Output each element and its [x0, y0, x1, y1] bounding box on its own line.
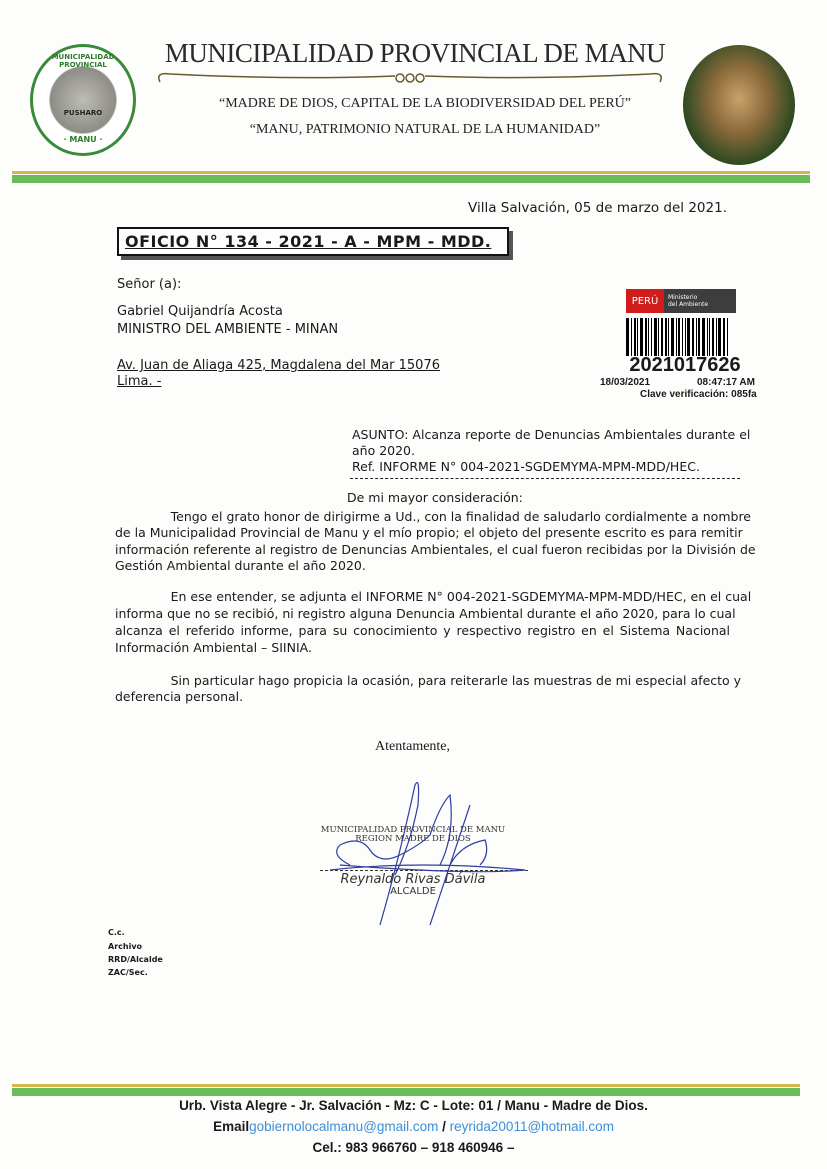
p2-line: En ese entender, se adjunta el INFORME N° 004-2021-SGDEMYMA-MPM-MDD/HEC, en el cual — [115, 589, 752, 604]
barcode-bar — [709, 318, 710, 356]
barcode-bar — [661, 318, 663, 356]
header-motto-2: “MANU, PATRIMONIO NATURAL DE LA HUMANIDAD” — [249, 122, 601, 137]
stamp-time: 08:47:17 AM — [697, 377, 755, 388]
cc-line: ZAC/Sec. — [108, 968, 148, 977]
barcode-bar — [712, 318, 714, 356]
footer-email — [0, 1119, 827, 1134]
barcode-bar — [692, 318, 694, 356]
barcode-bar — [685, 318, 686, 356]
p1-line: Tengo el grato honor de dirigirme a Ud., con la finalidad de saludarlo cordialmente a nombre — [115, 509, 751, 524]
header-title: MUNICIPALIDAD PROVINCIAL DE MANU — [164, 38, 666, 68]
ministry-stamp-header — [626, 289, 736, 313]
barcode-bar — [671, 318, 674, 356]
ornament-divider — [150, 68, 670, 90]
barcode-bar — [651, 318, 652, 356]
recipient-name: Gabriel Quijandría Acosta — [117, 304, 283, 319]
subject-label: ASUNTO: — [352, 427, 409, 442]
signature-org-2: REGION MADRE DE DIOS — [355, 834, 471, 844]
barcode-bar — [665, 318, 667, 356]
jaguar-photo — [683, 45, 795, 165]
signature-org-1: MUNICIPALIDAD PROVINCIAL DE MANU — [320, 825, 506, 835]
header-gold-rule — [12, 171, 810, 174]
email-link-2[interactable]: reyrida20011@hotmail.com — [449, 1119, 614, 1134]
barcode-bar — [702, 318, 705, 356]
p1-line: información referente al registro de Denuncias Ambientales, el cual fueron recibidas por la División de — [115, 542, 756, 557]
barcode-bar — [698, 318, 700, 356]
cc-line: RRD/Alcalde — [108, 955, 163, 964]
oficio-number: OFICIO N° 134 - 2021 - A - MPM - MDD. — [117, 227, 509, 256]
barcode-bar — [654, 318, 657, 356]
logo-text-mid: PUSHARO — [63, 109, 103, 117]
closing: Atentamente, — [375, 739, 451, 754]
ministry-label — [664, 289, 736, 313]
barcode-bar — [676, 318, 677, 356]
footer-green-rule — [12, 1088, 800, 1096]
barcode-bar — [626, 318, 629, 356]
barcode-bar — [645, 318, 647, 356]
footer-gold-rule — [12, 1084, 800, 1087]
email-link-1[interactable]: gobiernolocalmanu@gmail.com — [249, 1119, 439, 1134]
barcode-bar — [640, 318, 643, 356]
p3-line: Sin particular hago propicia la ocasión, para reiterarle las muestras de mi especial afecto y — [115, 673, 742, 688]
barcode-bar — [678, 318, 680, 356]
barcode-bar — [716, 318, 717, 356]
salutation: Señor (a): — [117, 277, 182, 292]
p1-line: de la Municipalidad Provincial de Manu y el mío propio; el objeto del presente escrito es para remitir — [115, 525, 743, 540]
reference: Ref. INFORME N° 004-2021-SGDEMYMA-MPM-MDD/HEC. — [352, 459, 700, 474]
handwritten-signature — [320, 775, 530, 935]
logo-text-bottom: · MANU · — [63, 135, 103, 144]
p2-line: Información Ambiental – SIINIA. — [115, 640, 312, 655]
barcode-bar — [687, 318, 690, 356]
subject-text: Alcanza reporte de Denuncias Ambientales durante el — [408, 427, 751, 442]
ministry-line-2: del Ambiente — [668, 301, 709, 308]
recipient-title: MINISTRO DEL AMBIENTE - MINAN — [117, 322, 339, 337]
footer-address: Urb. Vista Alegre - Jr. Salvación - Mz: C - Lote: 01 / Manu - Madre de Dios. — [179, 1098, 648, 1113]
barcode-bar — [682, 318, 683, 356]
peru-label: PERÚ — [626, 289, 664, 313]
p3-line: deferencia personal. — [115, 689, 244, 704]
header-motto-1: “MADRE DE DIOS, CAPITAL DE LA BIODIVERSIDAD DEL PERÚ” — [219, 96, 631, 111]
stamp-date: 18/03/2021 — [600, 377, 651, 388]
barcode — [626, 318, 736, 356]
barcode-bar — [648, 318, 649, 356]
barcode-bar — [696, 318, 697, 356]
email-label: Email — [213, 1119, 250, 1134]
logo-text-top: MUNICIPALIDAD PROVINCIAL — [51, 53, 115, 69]
signer-role: ALCALDE — [390, 886, 436, 897]
greeting: De mi mayor consideración: — [347, 490, 523, 505]
municipal-seal-logo — [30, 44, 136, 156]
verification-code: Clave verificación: 085fa — [640, 389, 757, 400]
subject-line-2: año 2020. — [352, 443, 415, 458]
header-green-rule — [12, 175, 810, 183]
barcode-bar — [658, 318, 659, 356]
email-separator: / — [438, 1119, 450, 1134]
barcode-bar — [668, 318, 669, 356]
barcode-bar — [723, 318, 725, 356]
signer-name: Reynaldo Rivas Dávila — [340, 872, 486, 887]
p2-line: alcanza el referido informe, para su conocimiento y respectivo registro en el Sistema Nacional — [115, 623, 730, 638]
subject-divider — [350, 478, 740, 479]
recipient-address: Av. Juan de Aliaga 425, Magdalena del Mar 15076 — [117, 358, 440, 373]
p1-line: Gestión Ambiental durante el año 2020. — [115, 558, 366, 573]
cc-line: Archivo — [108, 942, 143, 951]
barcode-bar — [727, 318, 728, 356]
letter-date: Villa Salvación, 05 de marzo del 2021. — [468, 200, 727, 216]
registration-number: 2021017626 — [629, 354, 741, 376]
recipient-city: Lima. - — [117, 374, 162, 389]
barcode-bar — [718, 318, 721, 356]
footer-phone: Cel.: 983 966760 – 918 460946 – — [312, 1140, 515, 1155]
cc-line: C.c. — [108, 928, 125, 937]
p2-line: informa que no se recibió, ni registro alguna Denuncia Ambiental durante el año 2020, para lo cual — [115, 606, 736, 621]
subject-line-1 — [352, 427, 750, 442]
barcode-bar — [634, 318, 636, 356]
barcode-bar — [631, 318, 632, 356]
barcode-bar — [637, 318, 638, 356]
ministry-line-1: Ministerio — [668, 294, 698, 301]
barcode-bar — [707, 318, 708, 356]
